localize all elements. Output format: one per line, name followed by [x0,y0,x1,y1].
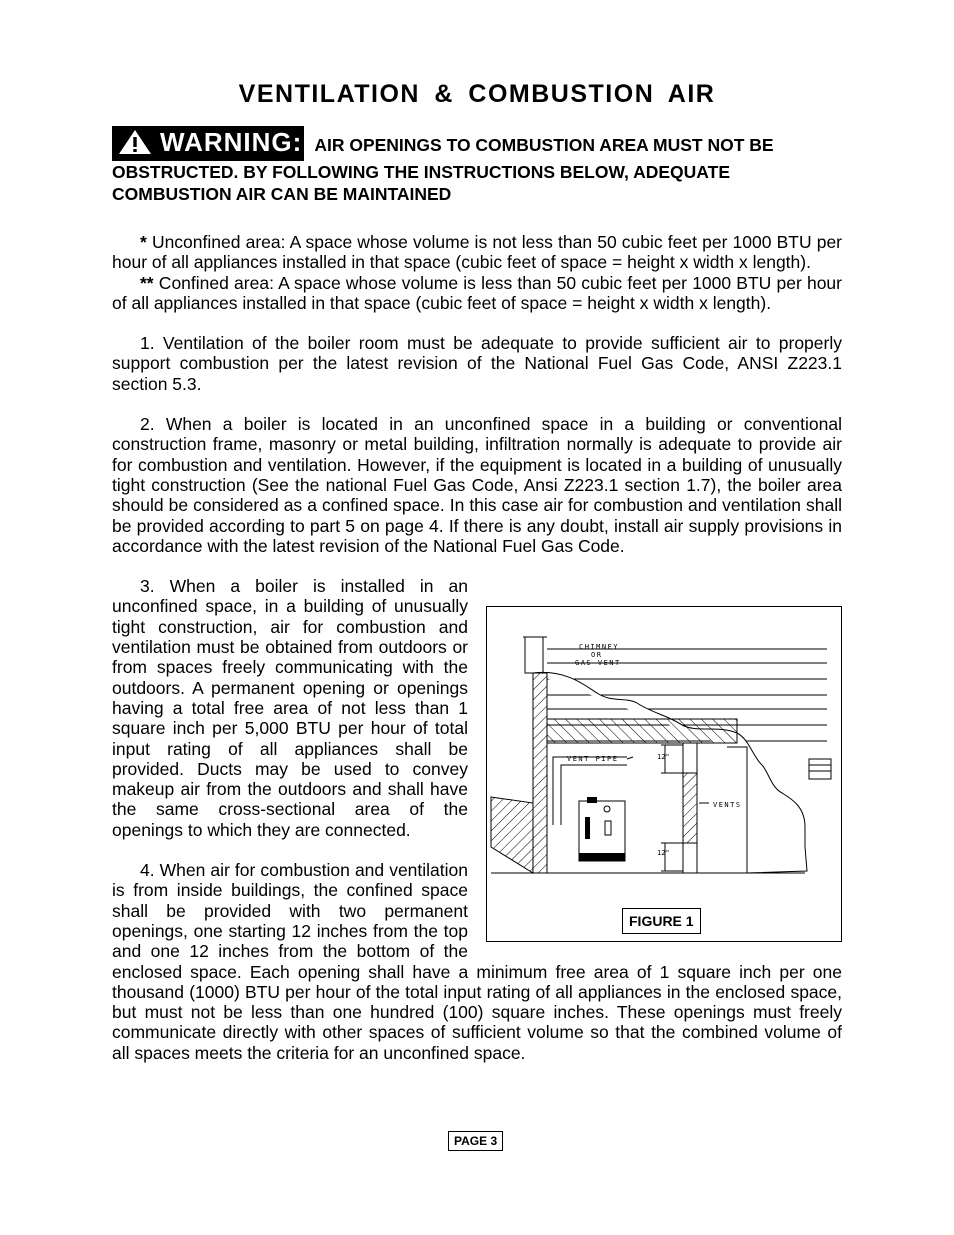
page-title: VENTILATION & COMBUSTION AIR [238,80,716,108]
confined-marker: ** [140,272,154,293]
page-number: PAGE 3 [448,1131,503,1151]
vents-label: VENTS [713,801,742,810]
warning-block [112,126,842,205]
confined-definition [112,273,842,314]
unconfined-text: Unconfined area: A space whose volume is not less than 50 cubic feet per 1000 BTU per hour of all appliances installed in that space (cubic feet of space = height x width x length). [112,232,842,273]
confined-text: Confined area: A space whose volume is less than 50 cubic feet per 1000 BTU per hour of all appliances installed in that space (cubic feet of space = height x width x length). [112,272,842,313]
paragraph-2: 2. When a boiler is located in an unconfined space in a building or conventional construction frame, masonry or metal building, infiltration normally is adequate to provide air for combustion and ventilation. However, if the equipment is located in a building of unusually tight construction (See the national Fuel Gas Code, Ansi Z223.1 section 1.7), the boiler area should be considered as a confined space. In this case air for combustion and ventilation shall be provided according to part 5 on page 4. If there is any doubt, install air supply provisions in accordance with the latest revision of the National Fuel Gas Code. [112,414,842,556]
warning-text: AIR OPENINGS TO COMBUSTION AREA MUST NOT BE OBSTRUCTED. BY FOLLOWING THE INSTRUCTIONS BELOW, ADEQUATE COMBUSTION AIR CAN BE MAINTAINED [112,135,774,204]
paragraph-4: 4. When air for combustion and ventilation is from inside buildings, the confined space shall be provided with two permanent openings, one starting 12 inches from the top and one 12 inches from the bottom of the enclosed space. Each opening shall have a minimum free area of 1 square inch per one thousand (1000) BTU per hour of the total input rating of all appliances in the enclosed space, but must not be less than one hundred (100) square inches. These openings must freely communicate directly with other spaces of sufficient volume so that the combined volume of all spaces meets the criteria for an unconfined space. [112,860,842,1063]
chimney-label-2: OR [591,651,603,660]
dim-top-label: 12" [657,753,670,762]
dim-bottom-label: 12" [657,849,670,858]
paragraph-3: 3. When a boiler is installed in an unconfined space, in a building of unusually tight construction, air for combustion and ventilation must be obtained from outdoors or from spaces freely communicating with the outdoors. A permanent opening or openings having a total free area of not less than 1 square inch per 5,000 BTU per hour of total input rating of all appliances shall be provided. Ducts may be used to convey makeup air from the outdoors and shall have the same cross-sectional area of the openings to which they are connected. [112,576,468,840]
figure-1 [486,606,842,942]
chimney-label-1: CHIMNEY [579,643,620,652]
warning-badge [112,126,304,161]
unconfined-marker: * [140,232,147,252]
chimney-label-3: GAS VENT [575,659,621,668]
warning-triangle-icon [118,129,152,155]
figure-label: FIGURE 1 [622,908,701,934]
vent-pipe-label: VENT PIPE [567,755,619,764]
paragraph-1: 1. Ventilation of the boiler room must be adequate to provide sufficient air to properly support combustion per the latest revision of the National Fuel Gas Code, ANSI Z223.1 section 5.3. [112,333,842,394]
warning-label: WARNING: [160,127,303,157]
unconfined-definition [112,232,842,273]
figure-1-drawing [487,607,841,941]
definitions-section [112,232,842,1063]
